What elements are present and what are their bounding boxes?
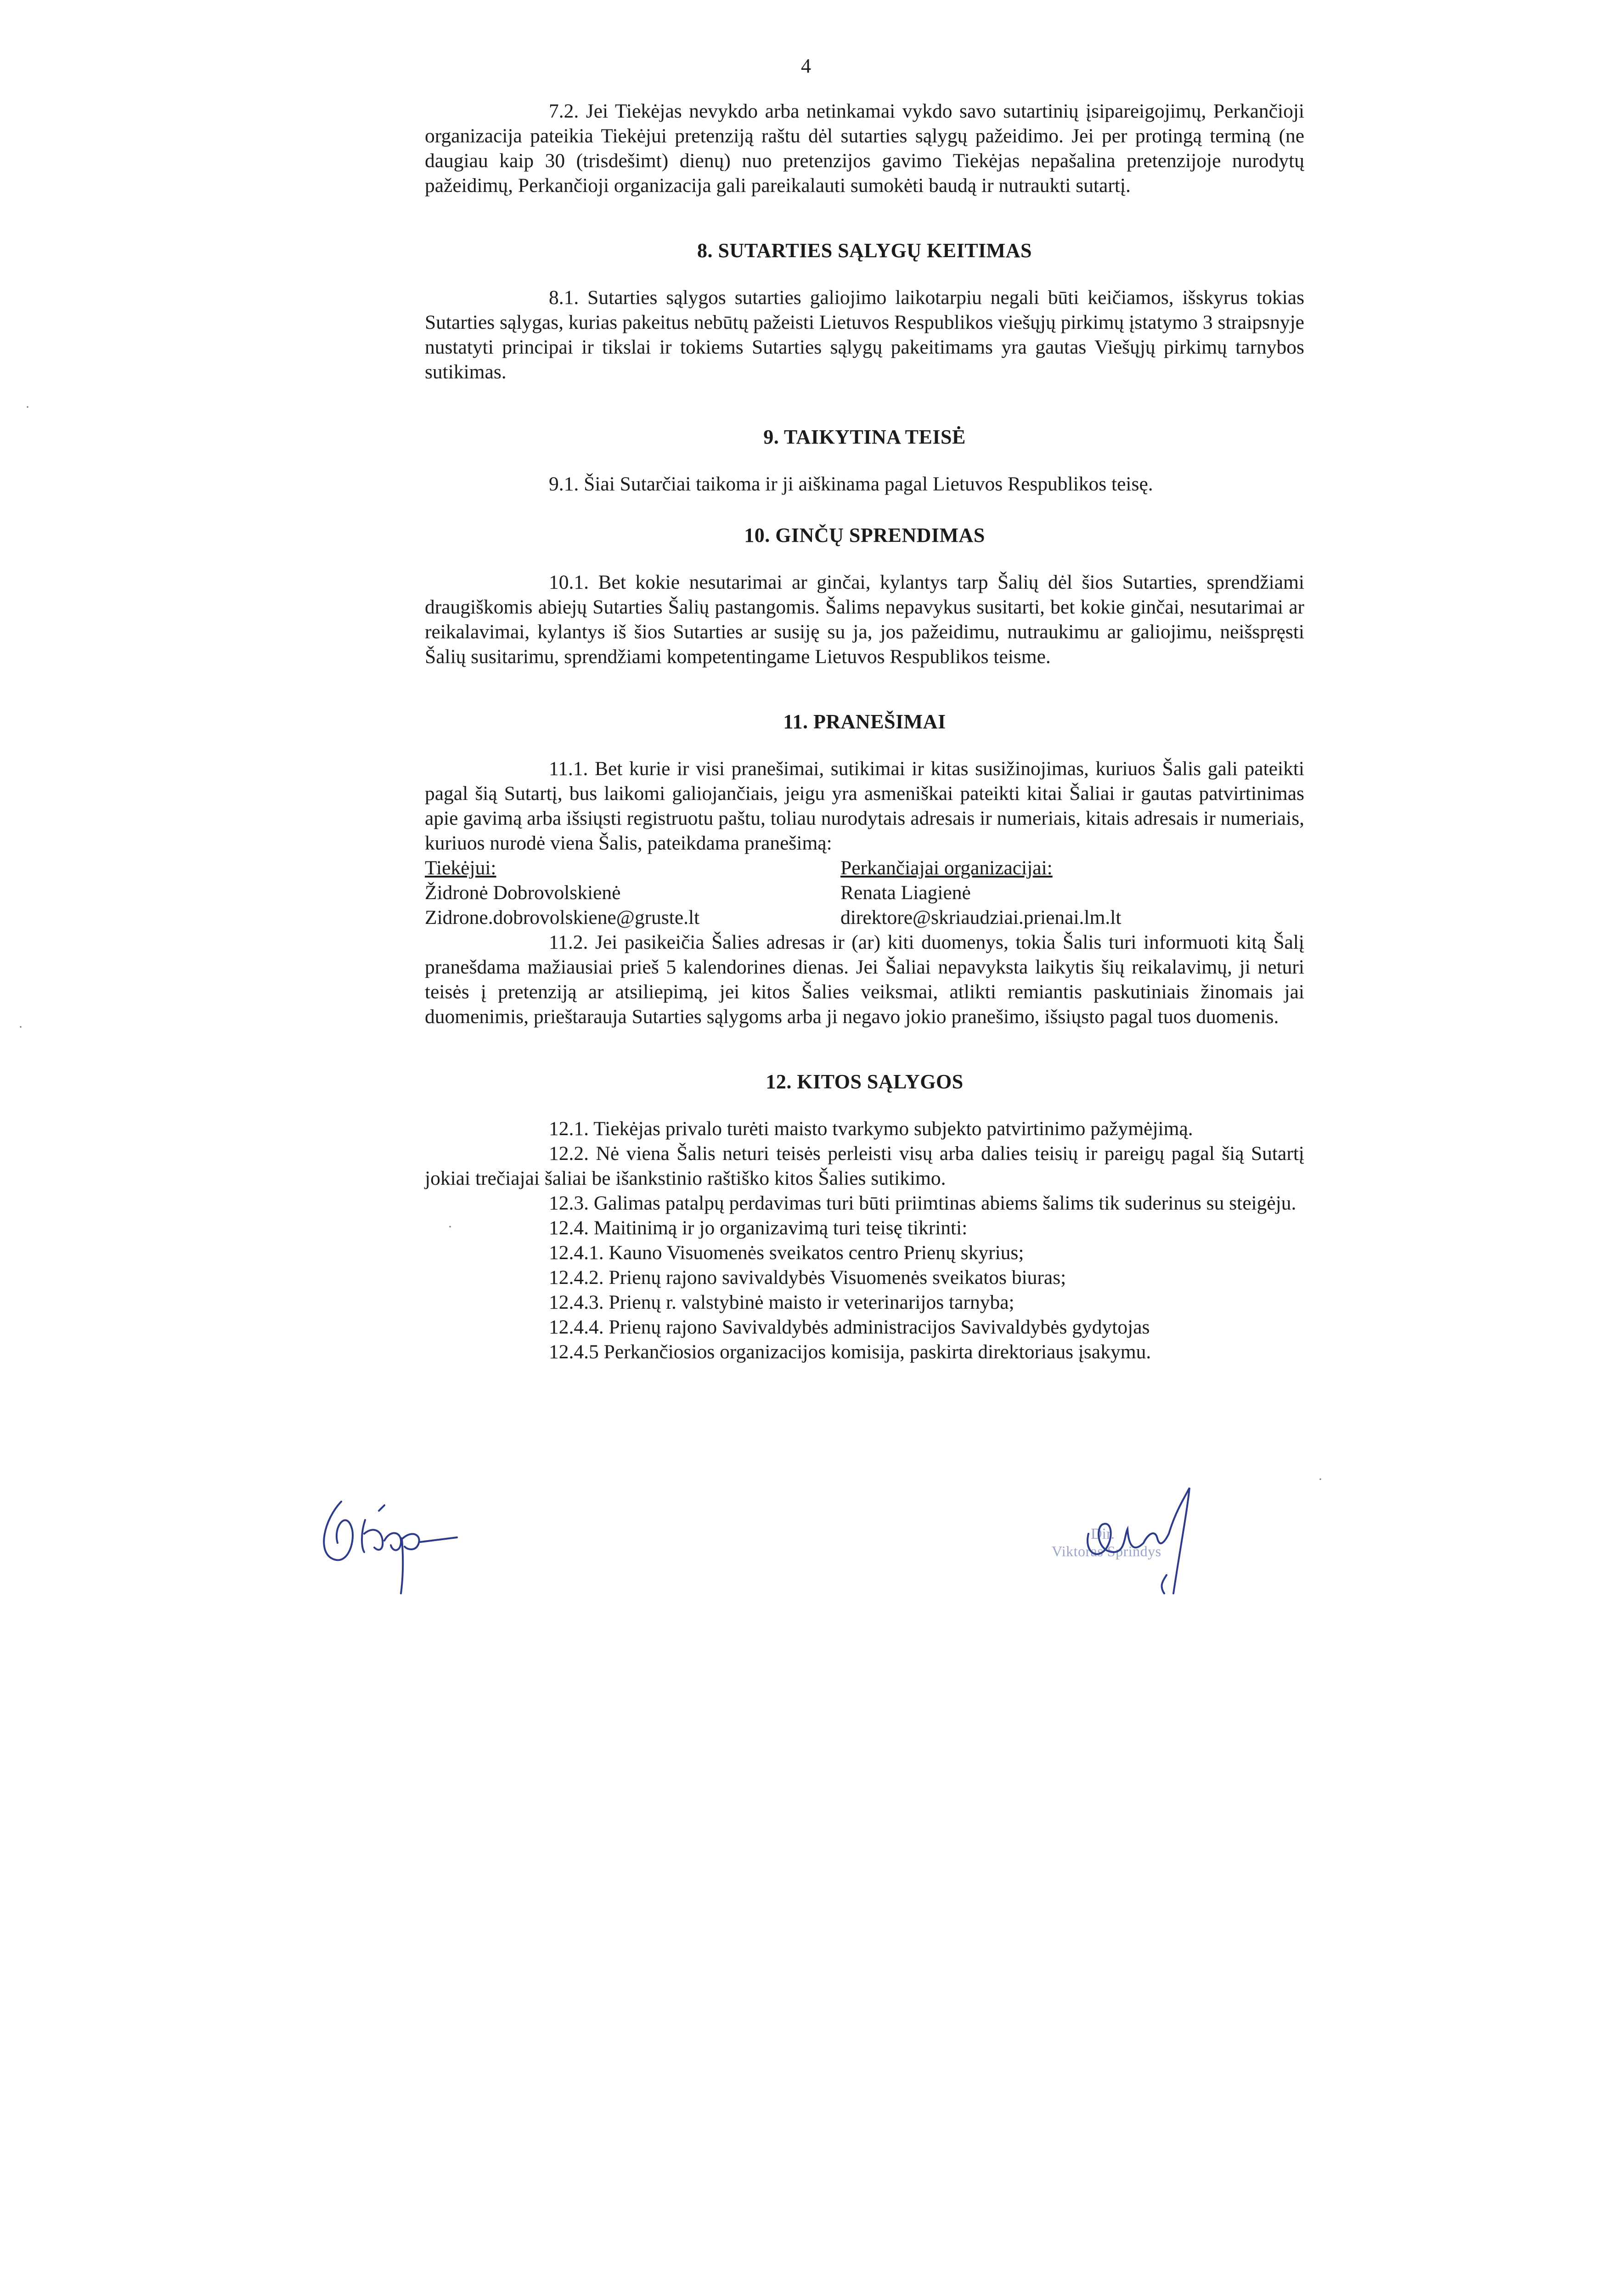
scan-speck: · (25, 400, 30, 415)
stamp-name: Viktoras Sprindys (1052, 1543, 1161, 1559)
scan-speck: · (448, 1219, 452, 1234)
section-title-11: 11. PRANEŠIMAI (783, 710, 946, 733)
paragraph-9-1: 9.1. Šiai Sutarčiai taikoma ir ji aiškinama pagal Lietuvos Respublikos teisę. (549, 473, 1153, 495)
page-number: 4 (801, 55, 811, 77)
paragraph-11-2: 11.2. Jei pasikeičia Šalies adresas ir (ar) kiti duomenys, tokia Šalis turi informuoti kitą Šalį pranešdama mažiausiai prieš 5 kalendorines dienas. Jei Šaliai nepavyksta laikytis šių reikalavimų, ji neturi teisės į pretenziją ar atsiliepimą, jei kitos Šalies veiksmai, atlikti remiantis paskutiniais žinomais jai duomenimis, prieštarauja Sutarties sąlygoms arba ji negavo jokio pranešimo, išsiųsto pagal tuos duomenis. (425, 931, 1304, 1028)
list-item-12-4-3: 12.4.3. Prienų r. valstybinė maisto ir veterinarijos tarnyba; (549, 1291, 1015, 1313)
section-title-12: 12. KITOS SĄLYGOS (766, 1070, 964, 1093)
buyer-label: Perkančiajai organizacijai: (840, 857, 1053, 879)
document-body (425, 99, 1304, 1364)
paragraph-12-2: 12.2. Nė viena Šalis neturi teisės perleisti visų arba dalies teisių ir pareigų pagal šią Sutartį jokiai trečiajai šaliai be išankstinio raštiško kitos Šalies sutikimo. (425, 1142, 1304, 1189)
section-title-9: 9. TAIKYTINA TEISĖ (763, 426, 966, 448)
paragraph-10-1: 10.1. Bet kokie nesutarimai ar ginčai, kylantys tarp Šalių dėl šios Sutarties, sprendžiami draugiškomis abiejų Sutarties Šalių pastangomis. Šalims nepavykus susitarti, bet kokie ginčai, nesutarimai ar reikalavimai, kylantys iš šios Sutarties ar susiję su ja, jos pažeidimu, nutraukimu ar galiojimu, neišspręsti Šalių susitarimu, sprendžiami kompetentingame Lietuvos Respublikos teisme. (425, 571, 1304, 668)
section-title-8: 8. SUTARTIES SĄLYGŲ KEITIMAS (697, 239, 1032, 262)
supplier-email: Zidrone.dobrovolskiene@gruste.lt (425, 906, 700, 929)
list-item-12-4-4: 12.4.4. Prienų rajono Savivaldybės administracijos Savivaldybės gydytojas (549, 1316, 1150, 1338)
paragraph-8-1: 8.1. Sutarties sąlygos sutarties galiojimo laikotarpiu negali būti keičiamos, išskyrus tokias Sutarties sąlygas, kurias pakeitus nebūtų pažeisti Lietuvos Respublikos viešųjų pirkimų įstatymo 3 straipsnyje nustatyti principai ir tikslai ir tokiems Sutarties sąlygų pakeitimams yra gautas Viešųjų pirkimų tarnybos sutikimas. (425, 287, 1304, 383)
buyer-name: Renata Liagienė (840, 882, 971, 904)
list-item-12-4-2: 12.4.2. Prienų rajono savivaldybės Visuomenės sveikatos biuras; (549, 1266, 1066, 1289)
supplier-name: Židronė Dobrovolskienė (425, 882, 621, 904)
buyer-email: direktore@skriaudziai.prienai.lm.lt (840, 906, 1122, 929)
paragraph-12-4: 12.4. Maitinimą ir jo organizavimą turi teisę tikrinti: (549, 1217, 968, 1239)
paragraph-12-3: 12.3. Galimas patalpų perdavimas turi būti priimtinas abiems šalims tik suderinus su steigėju. (549, 1192, 1296, 1214)
supplier-signature (305, 1483, 471, 1598)
supplier-label: Tiekėjui: (425, 857, 496, 879)
section-title-10: 10. GINČŲ SPRENDIMAS (744, 524, 985, 546)
list-item-12-4-1: 12.4.1. Kauno Visuomenės sveikatos centro Prienų skyrius; (549, 1242, 1024, 1264)
paragraph-7-2: 7.2. Jei Tiekėjas nevykdo arba netinkamai vykdo savo sutartinių įsipareigojimų, Perkančioji organizacija pateikia Tiekėjui pretenziją raštu dėl sutarties sąlygų pažeidimo. Jei per protingą terminą (ne daugiau kaip 30 (trisdešimt) dienų) nuo pretenzijos gavimo Tiekėjas nepašalina pretenzijoje nurodytų pažeidimų, Perkančioji organizacija gali pareikalauti sumokėti baudą ir nutraukti sutartį. (425, 100, 1304, 197)
list-item-12-4-5: 12.4.5 Perkančiosios organizacijos komisija, paskirta direktoriaus įsakymu. (549, 1341, 1151, 1363)
stamp-prefix: Dir. (1091, 1525, 1115, 1542)
scan-speck: · (18, 1019, 23, 1035)
paragraph-12-1: 12.1. Tiekėjas privalo turėti maisto tvarkymo subjekto patvirtinimo pažymėjimą. (549, 1118, 1193, 1140)
director-signature (1070, 1483, 1245, 1598)
paragraph-11-1: 11.1. Bet kurie ir visi pranešimai, sutikimai ir kitas susižinojimas, kuriuos Šalis gali pateikti pagal šią Sutartį, bus laikomi galiojančiais, jeigu yra asmeniškai pateikti kitai Šaliai ir gautas patvirtinimas apie gavimą arba išsiųsti registruotu paštu, toliau nurodytais adresais ir numeriais, kitais adresais ir numeriais, kuriuos nurodė viena Šalis, pateikdama pranešimą: (425, 758, 1304, 854)
scan-speck: · (1318, 1472, 1323, 1487)
contacts-block (425, 855, 1304, 930)
